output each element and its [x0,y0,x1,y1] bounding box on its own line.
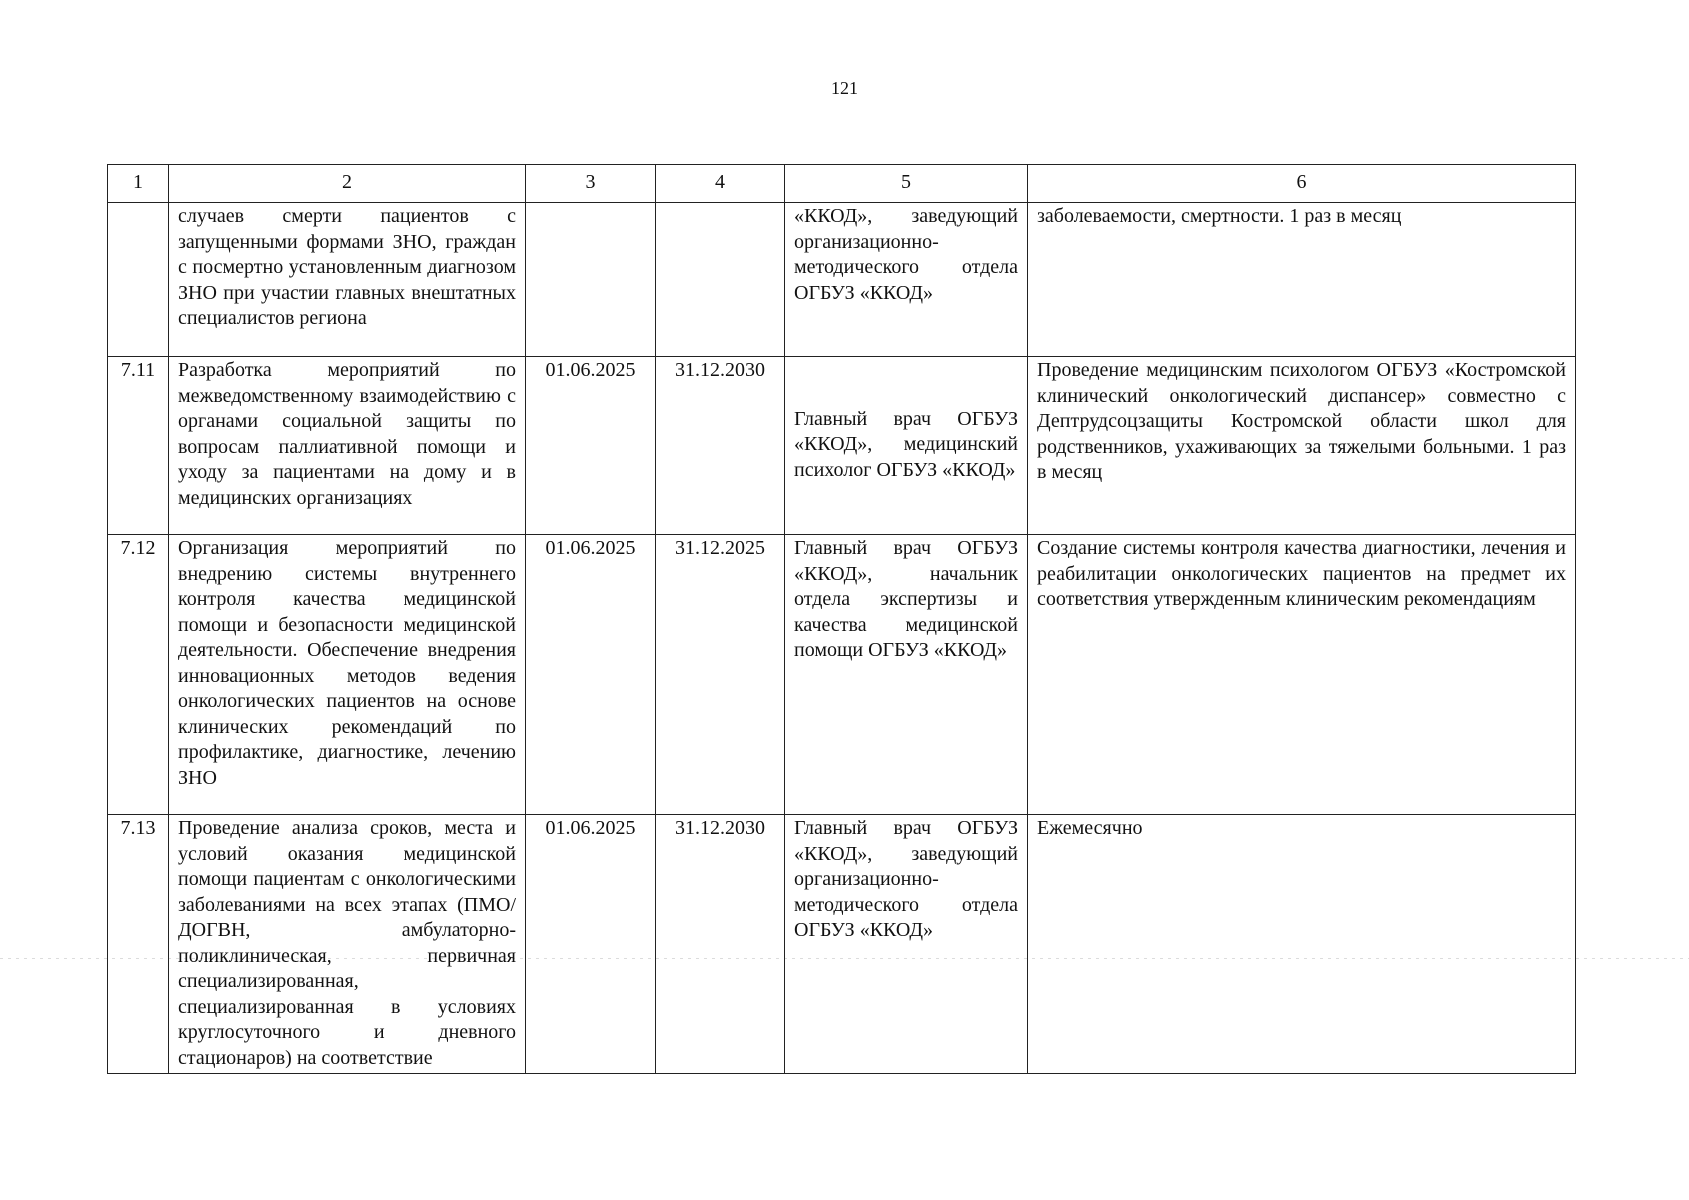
expected-result: Создание системы контроля качества диагностики, лечения и реабилитации онкологических пациентов на предмет их соответствия утвержденным клиническим рекомендациям [1028,535,1576,815]
activity-description: Организация мероприятий по внедрению системы внутреннего контроля качества медицинской помощи и безопасности медицинской деятельности. Обеспечение внедрения инновационных методов ведения онкологических пациентов на основе клинических рекомендаций по профилактике, диагностике, лечению ЗНО [169,535,526,815]
row-number: 7.13 [108,815,169,1074]
start-date: 01.06.2025 [526,815,656,1074]
expected-result: Проведение медицинским психологом ОГБУЗ «Костромской клинический онкологический диспансер» совместно с Дептрудсоцзащиты Костромской области школ для родственников, ухаживающих за тяжелыми больными. 1 раз в месяц [1028,357,1576,535]
end-date [656,203,785,357]
start-date: 01.06.2025 [526,357,656,535]
header-cell: 1 [108,165,169,203]
row-number [108,203,169,357]
header-cell: 5 [785,165,1028,203]
table-row [108,535,1576,815]
row-number: 7.11 [108,357,169,535]
plan-table [107,164,1576,1074]
activity-description: случаев смерти пациентов с запущенными формами ЗНО, граждан с посмертно установленным диагнозом ЗНО при участии главных внештатных специалистов региона [169,203,526,357]
row-number: 7.12 [108,535,169,815]
end-date: 31.12.2030 [656,815,785,1074]
page-number: 121 [831,78,858,98]
header-cell: 3 [526,165,656,203]
header-cell: 2 [169,165,526,203]
responsible-person: Главный врач ОГБУЗ «ККОД», заведующий организационно-методического отдела ОГБУЗ «ККОД» [785,815,1028,1074]
activity-description: Проведение анализа сроков, места и условий оказания медицинской помощи пациентам с онкологическими заболеваниями на всех этапах (ПМО/ДОГВН, амбулаторно-поликлиническая, первичная специализированная, специализированная в условиях круглосуточного и дневного стационаров) на соответствие [169,815,526,1074]
start-date [526,203,656,357]
header-cell: 6 [1028,165,1576,203]
expected-result: заболеваемости, смертности. 1 раз в месяц [1028,203,1576,357]
end-date: 31.12.2025 [656,535,785,815]
expected-result: Ежемесячно [1028,815,1576,1074]
end-date: 31.12.2030 [656,357,785,535]
header-cell: 4 [656,165,785,203]
table-row [108,815,1576,1074]
responsible-person: Главный врач ОГБУЗ «ККОД», медицинский психолог ОГБУЗ «ККОД» [785,357,1028,535]
responsible-person: Главный врач ОГБУЗ «ККОД», начальник отдела экспертизы и качества медицинской помощи ОГБУЗ «ККОД» [785,535,1028,815]
table-row [108,357,1576,535]
table-row [108,203,1576,357]
responsible-person: «ККОД», заведующий организационно-методического отдела ОГБУЗ «ККОД» [785,203,1028,357]
activity-description: Разработка мероприятий по межведомственному взаимодействию с органами социальной защиты по вопросам паллиативной помощи и уходу за пациентами на дому и в медицинских организациях [169,357,526,535]
start-date: 01.06.2025 [526,535,656,815]
table-header-row [108,165,1576,203]
